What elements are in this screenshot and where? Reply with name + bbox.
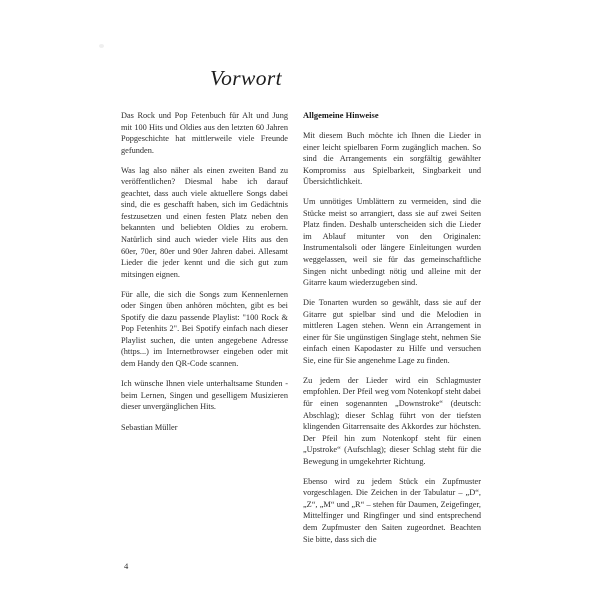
paragraph: Ebenso wird zu jedem Stück ein Zupfmuster vorgeschlagen. Die Zeichen in der Tabulatur – „D“, „Z“, „M“ und „R“ – stehen für Daumen, Zeigefinger, Mittelfinger und Ringfinger und sind entsprechend dem Zupfmuster den Saiten zugeordnet. Beachten Sie bitte, dass sich die: [303, 476, 481, 544]
paragraph: Zu jedem der Lieder wird ein Schlagmuster empfohlen. Der Pfeil weg vom Notenkopf steht dabei für einen sogenannten „Downstroke“ (deutsch: Abschlag); dieser Schlag führt von der tiefsten klingenden Gitarrensaite des Akkordes zur höchsten. Der Pfeil hin zum Notenkopf steht für einen „Upstroke“ (Aufschlag); dieser Schlag steht für die Bewegung in umgekehrter Richtung.: [303, 375, 481, 466]
page-title: Vorwort: [209, 66, 283, 90]
scan-artifact-speck: [99, 44, 104, 48]
section-heading-allgemeine-hinweise: Allgemeine Hinweise: [303, 111, 379, 120]
page-number: 4: [124, 561, 129, 571]
left-text-column: [121, 110, 288, 434]
paragraph: Mit diesem Buch möchte ich Ihnen die Lieder in einer leicht spielbaren Form zugänglich machen. So sind die Arrangements ein sorgfältig gewählter Kompromiss aus Spielbarkeit, Singbarkeit und Übersichtlichkeit.: [303, 131, 481, 187]
paragraph: Für alle, die sich die Songs zum Kennenlernen oder Singen üben anhören möchten, gibt es bei Spotify die dazu passende Playlist: "100 Rock & Pop Fetenhits 2". Bei Spotify einfach nach dieser Playlist suchen, die unten angegebene Adresse (https...) im Internetbrowser eingeben oder mit dem Handy den QR-Code scannen.: [121, 289, 288, 368]
author-signature: Sebastian Müller: [121, 423, 178, 433]
paragraph: Um unnötiges Umblättern zu vermeiden, sind die Stücke meist so arrangiert, dass sie auf zwei Seiten Platz finden. Deshalb unterscheiden sich die Lieder im Ablauf mitunter von den Originalen: Instrumentalsoli oder längere Einleitungen wurden weggelassen, weil sie für das gemeinschaftliche Singen nicht unbedingt nötig und alleine mit der Gitarre kaum wiederzugeben sind.: [303, 197, 481, 288]
right-text-column: [303, 110, 481, 545]
paragraph: Die Tonarten wurden so gewählt, dass sie auf der Gitarre gut spielbar sind und die Melodien in mittleren Lagen stehen. Wenn ein Arrangement in einer für Sie ungünstigen Singlage steht, nehmen Sie einfach einen Kapodaster zu Hilfe und versuchen Sie, eine für Sie angenehme Lage zu finden.: [303, 298, 481, 365]
two-column-body: [121, 110, 481, 545]
paragraph: Ich wünsche Ihnen viele unterhaltsame Stunden - beim Lernen, Singen und geselligem Musizieren dieser unvergänglichen Hits.: [121, 378, 288, 412]
paragraph: Das Rock und Pop Fetenbuch für Alt und Jung mit 100 Hits und Oldies aus den letzten 60 Jahren Popgeschichte hat mittlerweile viele Freunde gefunden.: [121, 111, 288, 155]
paragraph: Was lag also näher als einen zweiten Band zu veröffentlichen? Diesmal habe ich darauf geachtet, dass auch viele aktuellere Songs dabei sind, die es geschafft haben, sich im Gedächtnis festzusetzen und einen festen Platz neben den bekannten und beliebten Oldies zu erobern. Natürlich sind auch wieder viele Hits aus den 60er, 70er, 80er und 90er Jahren dabei. Allesamt Lieder die jeder kennt und die sich gut zum mitsingen eignen.: [121, 165, 288, 279]
